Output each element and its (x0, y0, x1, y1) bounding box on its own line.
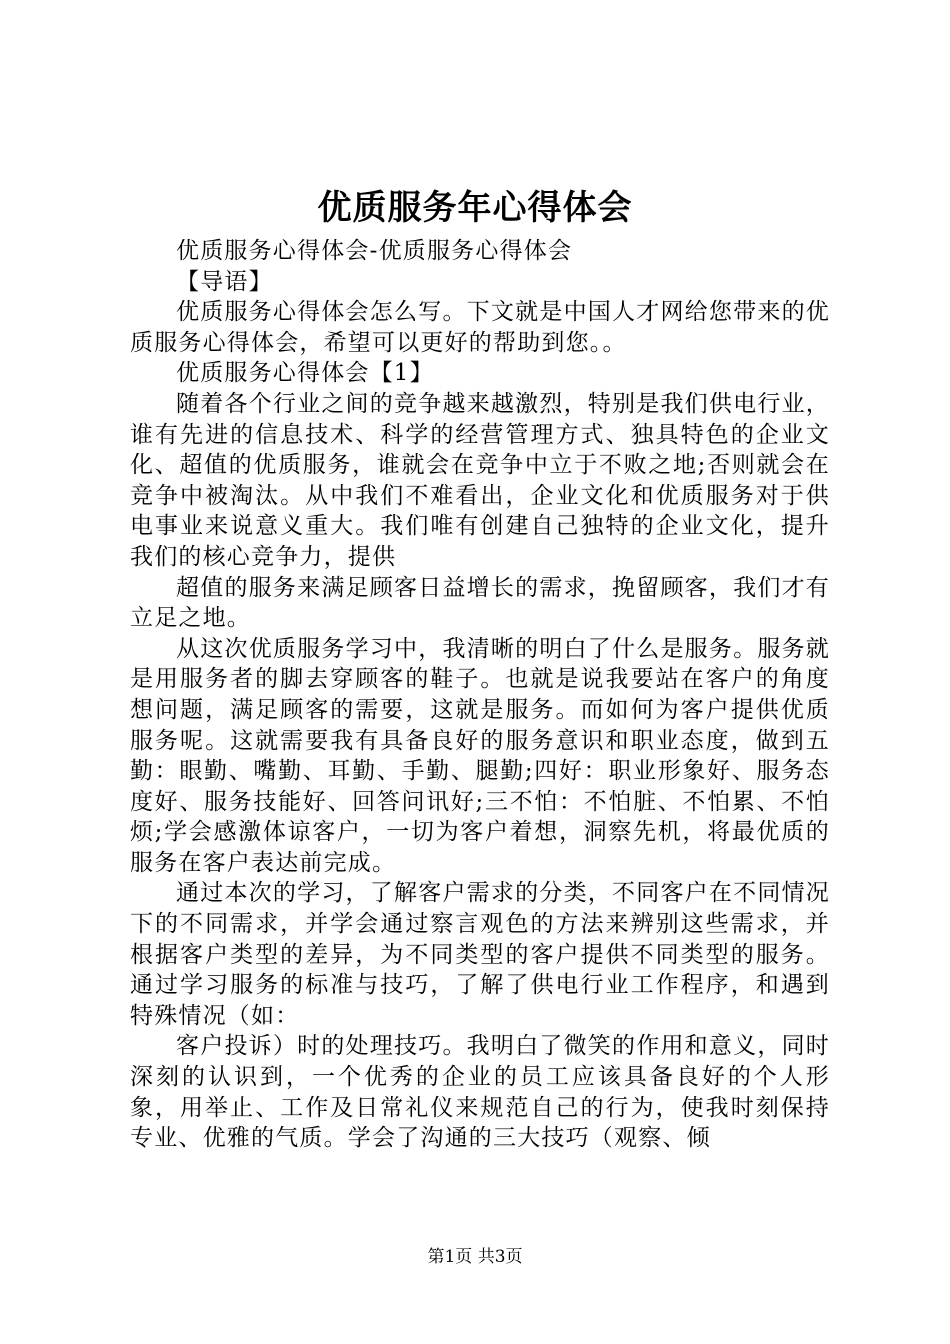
paragraph-intro: 优质服务心得体会怎么写。下文就是中国人才网给您带来的优质服务心得体会，希望可以更好的帮助到您。。 (130, 299, 830, 356)
paragraph-body: 从这次优质服务学习中，我清晰的明白了什么是服务。服务就是用服务者的脚去穿顾客的鞋子。也就是说我要站在客户的角度想问题，满足顾客的需要，这就是服务。而如何为客户提供优质服务呢。这就需要我有具备良好的服务意识和职业态度，做到五勤：眼勤、嘴勤、耳勤、手勤、腿勤;四好：职业形象好、服务态度好、服务技能好、回答问讯好;三不怕：不怕脏、不怕累、不怕烦;学会感激体谅客户，一切为客户着想，洞察先机，将最优质的服务在客户表达前完成。 (130, 635, 830, 876)
paragraph-body: 通过本次的学习，了解客户需求的分类，不同客户在不同情况下的不同需求，并学会通过察言观色的方法来辨别这些需求，并根据客户类型的差异，为不同类型的客户提供不同类型的服务。通过学习服务的标准与技巧，了解了供电行业工作程序，和遇到特殊情况（如： (130, 880, 830, 1029)
paragraph-body: 随着各个行业之间的竞争越来越激烈，特别是我们供电行业，谁有先进的信息技术、科学的经营管理方式、独具特色的企业文化、超值的优质服务，谁就会在竞争中立于不败之地;否则就会在竞争中被淘汰。从中我们不难看出，企业文化和优质服务对于供电事业来说意义重大。我们唯有创建自己独特的企业文化，提升我们的核心竞争力，提供 (130, 390, 830, 570)
paragraph-body: 超值的服务来满足顾客日益增长的需求，挽留顾客，我们才有立足之地。 (130, 574, 830, 632)
paragraph-body: 客户投诉）时的处理技巧。我明白了微笑的作用和意义，同时深刻的认识到，一个优秀的企业的员工应该具备良好的个人形象，用举止、工作及日常礼仪来规范自己的行为，使我时刻保持专业、优雅的气质。学会了沟通的三大技巧（观察、倾 (130, 1033, 830, 1152)
paragraph-intro-label: 【导语】 (176, 268, 273, 295)
document-title: 优质服务年心得体会 (317, 188, 633, 228)
paragraph-subtitle: 优质服务心得体会-优质服务心得体会 (176, 238, 573, 264)
document-body (130, 236, 830, 1154)
page-footer: 第1页 共3页 (427, 1247, 523, 1267)
paragraph-section-heading: 优质服务心得体会【1】 (176, 360, 434, 387)
